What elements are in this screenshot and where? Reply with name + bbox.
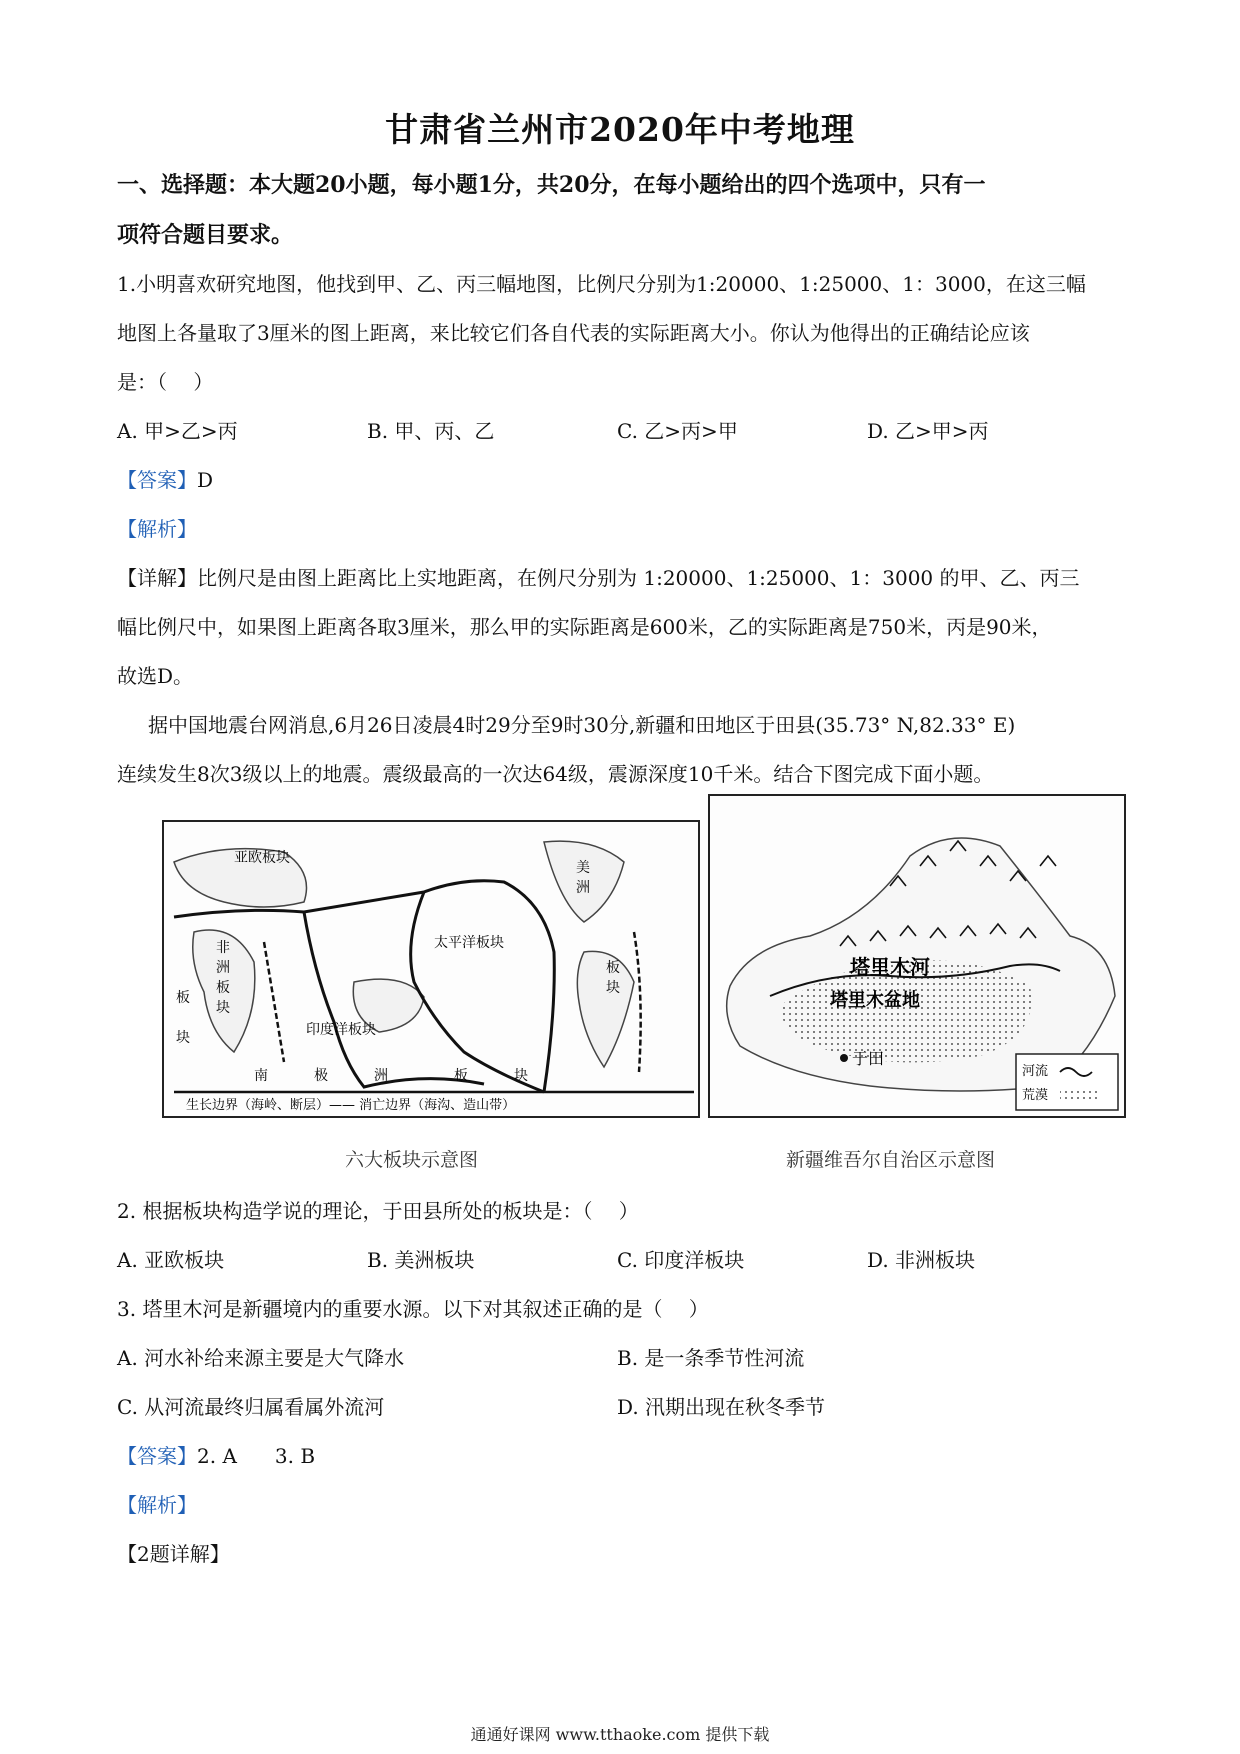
q2-option-d: D. 非洲板块: [867, 1248, 976, 1272]
q1-stem-line1: 1.小明喜欢研究地图，他找到甲、乙、丙三幅地图，比例尺分别为1:20000、1:25000、1：3000，在这三幅: [117, 272, 1086, 296]
q1-answer: [117, 464, 213, 493]
answer-tag: 【答案】: [117, 1444, 197, 1468]
xinjiang-map: [708, 794, 1126, 1118]
label-africa-1: 非: [216, 940, 230, 956]
label-left-edge-1: 板: [176, 990, 190, 1006]
answer-tag: 【答案】: [117, 468, 197, 492]
label-america-3: 板: [606, 960, 620, 976]
passage-line1: 据中国地震台网消息,6月26日凌晨4时29分至9时30分,新疆和田地区于田县(35.73° N,82.33° E): [148, 713, 1016, 737]
label-antarctic-3: 洲: [374, 1068, 388, 1084]
answer-value: D: [197, 468, 214, 492]
label-antarctic-2: 极: [314, 1068, 328, 1084]
q23-answer: [117, 1440, 315, 1469]
label-africa-2: 洲: [216, 960, 230, 976]
page-footer: 通通好课网 www.tthaoke.com 提供下载: [470, 1725, 770, 1744]
q2-option-c: C. 印度洋板块: [617, 1248, 745, 1272]
xinjiang-map-drawing: [710, 796, 1124, 1116]
label-africa-3: 板: [216, 980, 230, 996]
q2-detail-tag: 【2题详解】: [117, 1542, 230, 1566]
plate-map-caption: 六大板块示意图: [345, 1149, 479, 1171]
label-eurasia-plate: 亚欧板块: [234, 850, 290, 866]
label-yutian: 于田: [852, 1049, 885, 1068]
label-antarctic-4: 板: [454, 1068, 468, 1084]
label-america-1: 美: [576, 860, 590, 876]
passage-line2: 连续发生8次3级以上的地震。震级最高的一次达64级，震源深度10千米。结合下图完成下面小题。: [117, 762, 994, 786]
q1-detail-line3: 故选D。: [117, 664, 194, 688]
label-africa-4: 块: [216, 1000, 230, 1016]
label-antarctic-5: 块: [514, 1068, 528, 1084]
q1-detail-line2: 幅比例尺中，如果图上距离各取3厘米，那么甲的实际距离是600米，乙的实际距离是750米，丙是90米，: [117, 615, 1052, 639]
q3-option-b: B. 是一条季节性河流: [617, 1346, 805, 1370]
yutian-marker: [840, 1054, 848, 1062]
legend-river-label: 河流: [1022, 1064, 1049, 1079]
section-heading-line1: 一、选择题：本大题20小题，每小题1分，共20分，在每小题给出的四个选项中，只有一: [117, 172, 986, 198]
label-america-2: 洲: [576, 880, 590, 896]
label-left-edge-2: 块: [176, 1030, 190, 1046]
q1-stem-line2: 地图上各量取了3厘米的图上距离，来比较它们各自代表的实际距离大小。你认为他得出的正确结论应该: [117, 321, 1030, 345]
q23-analysis-tag: 【解析】: [117, 1493, 197, 1517]
q3-option-a: A. 河水补给来源主要是大气降水: [117, 1346, 405, 1370]
q1-option-d: D. 乙>甲>丙: [867, 419, 989, 443]
plate-map: [162, 820, 700, 1118]
q1-detail-line1: [117, 562, 1080, 591]
xinjiang-map-caption: 新疆维吾尔自治区示意图: [786, 1149, 996, 1171]
page-title: 甘肃省兰州市2020年中考地理: [385, 110, 855, 149]
legend-desert-symbol: [1060, 1088, 1100, 1102]
answer-q2: 2. A: [197, 1444, 237, 1468]
q3-option-c: C. 从河流最终归属看属外流河: [117, 1395, 385, 1419]
q3-stem: 3. 塔里木河是新疆境内的重要水源。以下对其叙述正确的是（ ）: [117, 1297, 709, 1321]
q1-analysis-tag: 【解析】: [117, 517, 197, 541]
label-pacific-plate: 太平洋板块: [434, 935, 504, 951]
q1-option-c: C. 乙>丙>甲: [617, 419, 738, 443]
q2-stem: 2. 根据板块构造学说的理论，于田县所处的板块是：（ ）: [117, 1199, 639, 1223]
label-tarim-basin: 塔里木盆地: [830, 990, 920, 1011]
plate-map-legend: 生长边界（海岭、断层）—— 消亡边界（海沟、造山带）: [186, 1098, 516, 1113]
label-tarim-river: 塔里木河: [850, 955, 930, 979]
plate-map-drawing: [164, 822, 698, 1116]
label-antarctic-1: 南: [254, 1068, 268, 1084]
label-indian-plate: 印度洋板块: [306, 1022, 376, 1038]
q3-option-d: D. 汛期出现在秋冬季节: [617, 1395, 826, 1419]
detail-tag: 【详解】: [117, 566, 197, 590]
q2-option-a: A. 亚欧板块: [117, 1248, 225, 1272]
label-america-4: 块: [606, 980, 620, 996]
q2-option-b: B. 美洲板块: [367, 1248, 475, 1272]
legend-desert-label: 荒漠: [1022, 1088, 1049, 1103]
detail-text: 比例尺是由图上距离比上实地距离，在例尺分别为 1:20000、1:25000、1：3000 的甲、乙、丙三: [197, 566, 1080, 590]
answer-q3: 3. B: [274, 1444, 316, 1468]
q1-option-a: A. 甲>乙>丙: [117, 419, 238, 443]
q1-stem-line3: 是：（ ）: [117, 370, 214, 394]
q1-option-b: B. 甲、丙、乙: [367, 419, 495, 443]
section-heading-line2: 项符合题目要求。: [117, 222, 294, 248]
